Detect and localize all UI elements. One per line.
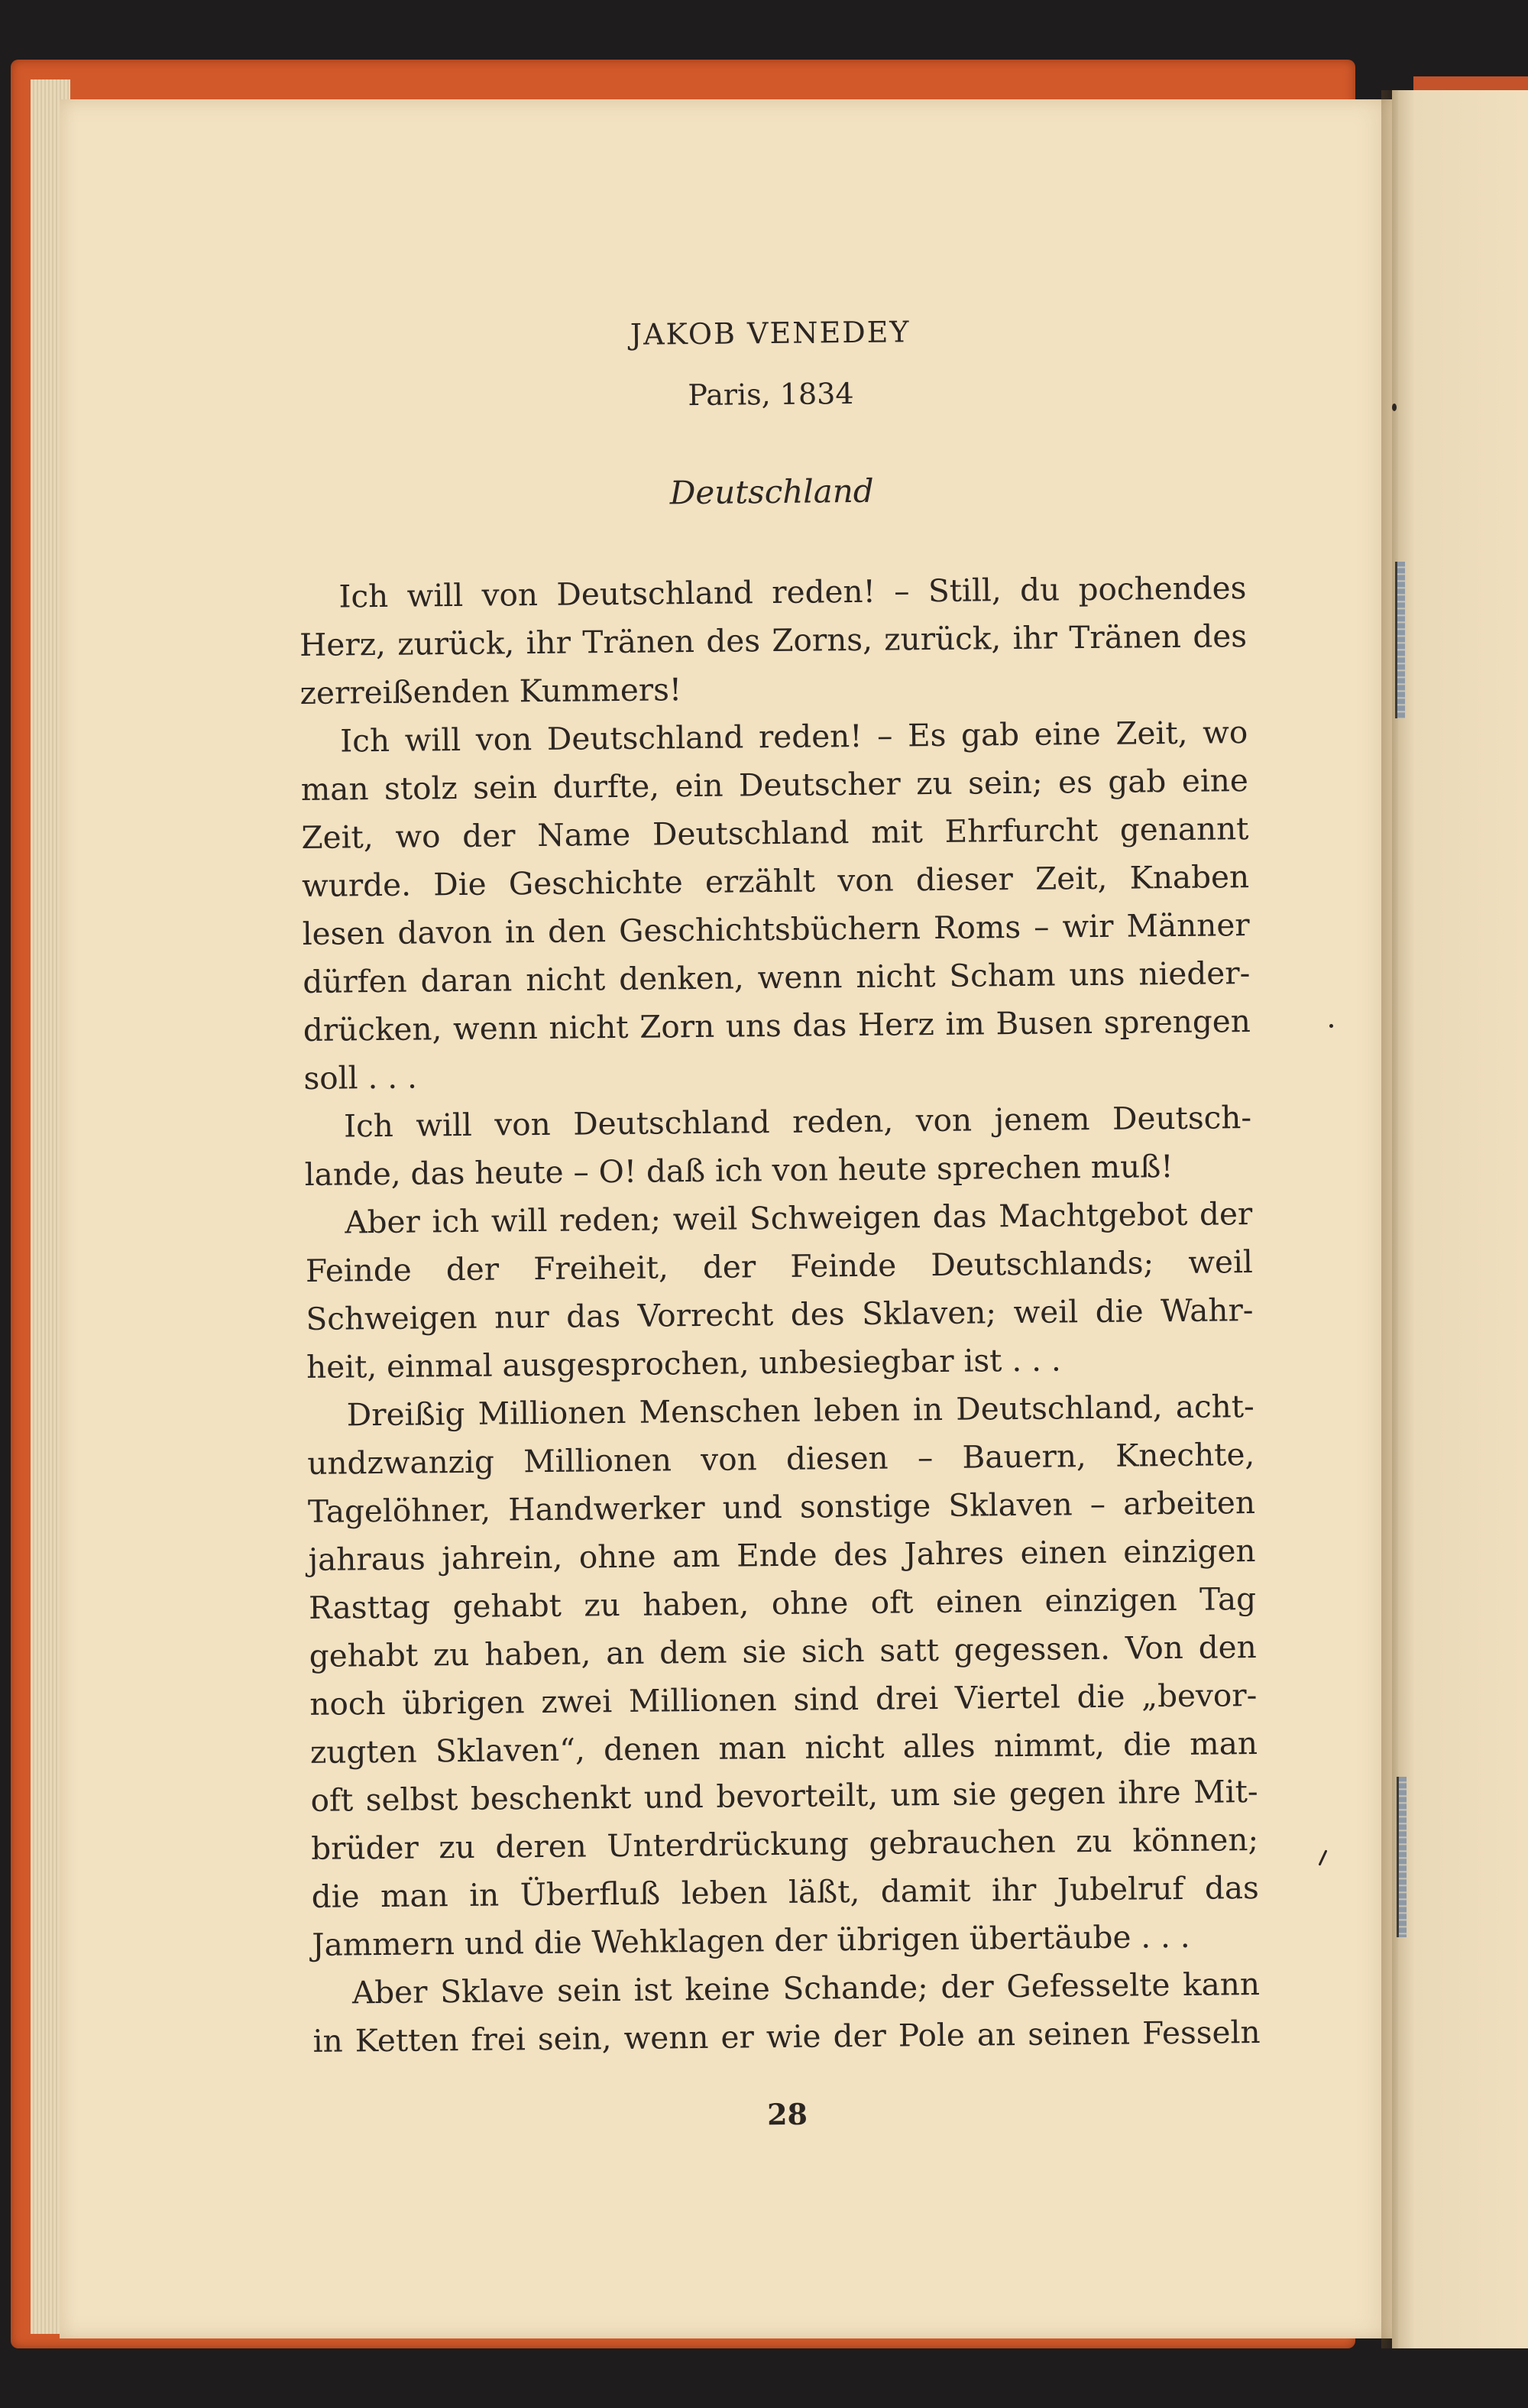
text-line: Herz, zurück, ihr Tränen des Zorns, zurück, ihr Tränen des [299,617,1248,663]
text-line: soll . . . [303,1058,418,1097]
body-text [299,564,1261,2066]
place-date: Paris, 1834 [688,377,854,413]
text-line: brüder zu deren Unterdrückung gebrauchen zu können; [310,1821,1259,1867]
text-line: Aber Sklave sein ist keine Schande; der Gefesselte kann [351,1965,1261,2011]
text-line: Ich will von Deutschland reden! – Still, du pochendes [338,569,1247,615]
book-gutter [1381,90,1398,2348]
binding-stitch-top [1395,562,1405,718]
text-line: Dreißig Millionen Menschen leben in Deutschland, acht- [346,1388,1254,1434]
text-line: Rasttag gehabt zu haben, ohne oft einen einzigen Tag [308,1580,1257,1626]
text-line: in Ketten frei sein, wenn er wie der Pole an seinen Fesseln [312,2013,1261,2060]
binding-stitch-bottom [1397,1777,1407,1937]
text-line: man stolz sein durfte, ein Deutscher zu sein; es gab eine [300,762,1249,808]
ink-speck [1329,1024,1333,1028]
text-line: gehabt zu haben, an dem sie sich satt gegessen. Von den [309,1629,1257,1674]
text-line: heit, einmal ausgesprochen, unbesiegbar ist . . . [306,1341,1061,1385]
text-line: Ich will von Deutschland reden, von jenem Deutsch- [343,1099,1252,1145]
text-line: zerreißenden Kummers! [299,671,682,711]
text-line: Zeit, wo der Name Deutschland mit Ehrfurcht genannt [301,810,1249,856]
text-line: jahraus jahrein, ohne am Ende des Jahres einen einzigen [308,1532,1256,1578]
text-line: dürfen daran nicht denken, wenn nicht Scham uns nieder- [303,954,1251,1000]
text-line: oft selbst beschenkt und bevorteilt, um sie gegen ihre Mit- [310,1773,1258,1819]
text-line: Aber ich will reden; weil Schweigen das Machtgebot der [345,1195,1253,1241]
text-line: lande, das heute – O! daß ich von heute sprechen muß! [304,1148,1174,1193]
right-page-edge [1392,90,1528,2348]
text-line: lesen davon in den Geschichtsbüchern Roms – wir Männer [302,906,1250,952]
text-line: zugten Sklaven“, denen man nicht alles nimmt, die man [309,1725,1258,1771]
text-line: drücken, wenn nicht Zorn uns das Herz im Busen sprengen [303,1003,1251,1048]
text-line: Feinde der Freiheit, der Feinde Deutschlands; weil [305,1243,1254,1289]
text-line: Ich will von Deutschland reden! – Es gab eine Zeit, wo [340,714,1248,760]
text-line: Tagelöhner, Handwerker und sonstige Sklaven – arbeiten [307,1484,1256,1530]
text-line: die man in Überfluß leben läßt, damit ihr Jubelruf das [311,1869,1259,1915]
text-line: undzwanzig Millionen von diesen – Bauern, Knechte, [307,1436,1255,1482]
text-line: Schweigen nur das Vorrecht des Sklaven; weil die Wahr- [306,1292,1254,1337]
page-number: 28 [766,2096,808,2132]
ink-speck [1392,403,1397,411]
text-line: noch übrigen zwei Millionen sind drei Viertel die „bevor- [309,1677,1258,1723]
chapter-title: Deutschland [669,472,874,512]
text-line: Jammern und die Wehklagen der übrigen übertäube . . . [312,1917,1190,1963]
text-line: wurde. Die Geschichte erzählt von dieser Zeit, Knaben [301,858,1250,904]
author-heading: JAKOB VENEDEY [630,315,911,352]
